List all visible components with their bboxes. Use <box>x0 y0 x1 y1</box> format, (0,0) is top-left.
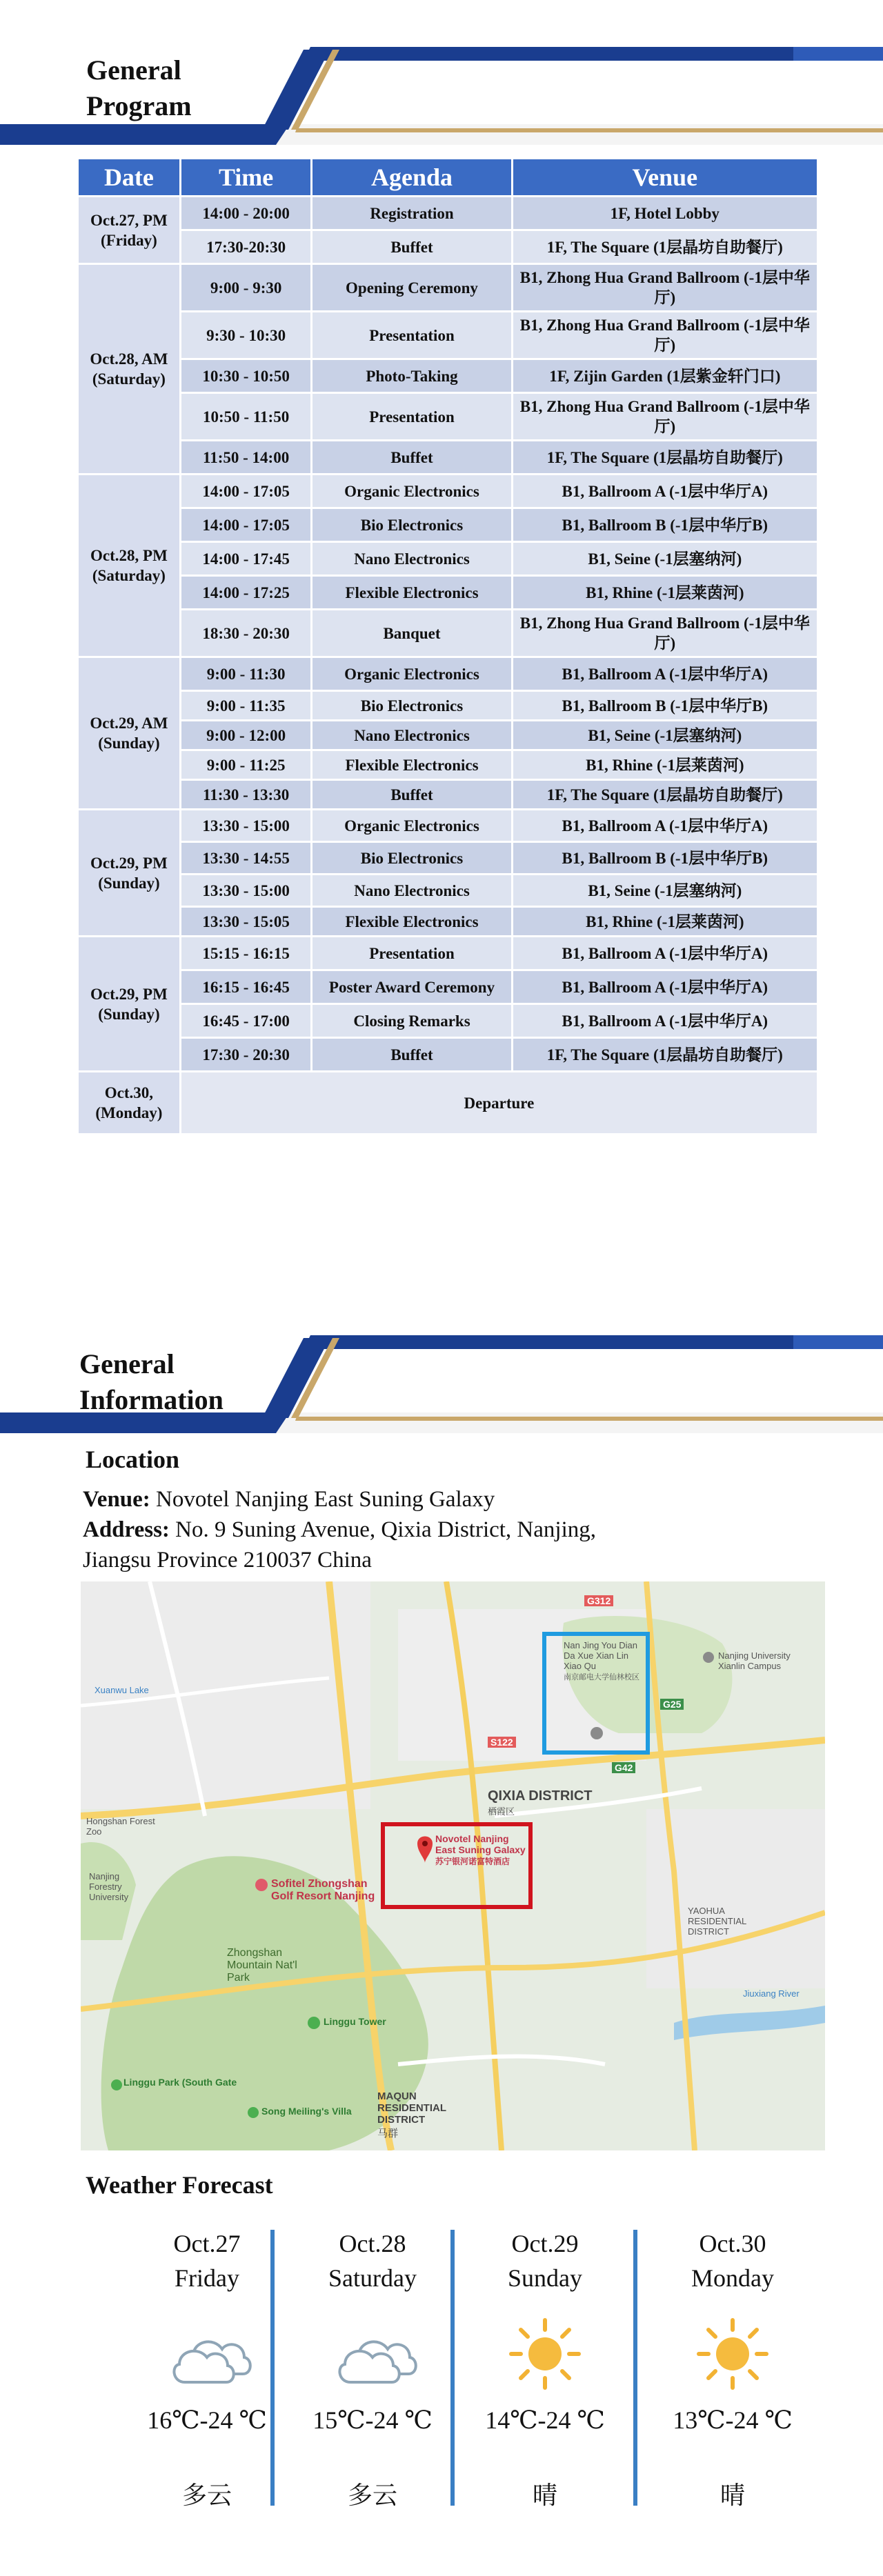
time-cell: 16:15 - 16:45 <box>181 971 311 1003</box>
time-cell: 13:30 - 14:55 <box>181 843 311 873</box>
venue-cell: B1, Rhine (-1层莱茵河) <box>513 751 817 779</box>
map-label-hotel: Novotel Nanjing East Suning Galaxy 苏宁银河诺富特酒店 <box>435 1833 526 1866</box>
map-label-zoo: Hongshan Forest Zoo <box>86 1816 155 1837</box>
map-label-linggu-tower: Linggu Tower <box>324 2016 386 2027</box>
header-agenda: Agenda <box>312 159 510 195</box>
venue-cell: B1, Seine (-1层塞纳河) <box>513 875 817 906</box>
address-value: No. 9 Suning Avenue, Qixia District, Nanjing, <box>175 1517 596 1542</box>
road-badge-g312: G312 <box>584 1595 613 1606</box>
program-table <box>77 157 819 1135</box>
weather-temp: 13℃-24 ℃ <box>673 2406 793 2434</box>
table-header-row <box>79 159 817 195</box>
weather-condition: 晴 <box>720 2482 745 2510</box>
map-label-maqun: MAQUN RESIDENTIAL DISTRICT 马群 <box>377 2090 446 2139</box>
table-row <box>79 751 817 779</box>
venue-line <box>83 1485 495 1514</box>
time-cell: 9:00 - 9:30 <box>181 265 311 310</box>
map-label-qixia: QIXIA DISTRICT 栖霞区 <box>488 1788 593 1817</box>
time-cell: 11:50 - 14:00 <box>181 441 311 473</box>
venue-cell: 1F, The Square (1层晶坊自助餐厅) <box>513 1039 817 1070</box>
departure-cell: Departure <box>181 1072 817 1133</box>
location-heading: Location <box>86 1446 180 1473</box>
table-row <box>79 197 817 229</box>
road-badge-s122: S122 <box>488 1737 516 1748</box>
time-cell: 9:00 - 11:30 <box>181 658 311 690</box>
weather-date: Oct.28 <box>339 2230 406 2257</box>
venue-cell: B1, Ballroom B (-1层中华厅B) <box>513 843 817 873</box>
table-row <box>79 1005 817 1037</box>
time-cell: 13:30 - 15:05 <box>181 908 311 935</box>
time-cell: 11:30 - 13:30 <box>181 781 311 808</box>
agenda-cell: Organic Electronics <box>312 658 510 690</box>
departure-row <box>79 1072 817 1133</box>
venue-cell: B1, Zhong Hua Grand Ballroom (-1层中华厅) <box>513 610 817 656</box>
linggu-park-pin-icon[interactable] <box>111 2079 122 2090</box>
weather-day <box>283 2226 462 2511</box>
agenda-cell: Nano Electronics <box>312 543 510 575</box>
agenda-cell: Presentation <box>312 937 510 969</box>
agenda-cell: Bio Electronics <box>312 509 510 541</box>
sun-icon <box>643 2316 822 2392</box>
map-label-jiuxiang: Jiuxiang River <box>743 1988 800 1999</box>
agenda-cell: Organic Electronics <box>312 810 510 841</box>
date-cell: Oct.28, PM (Saturday) <box>79 475 179 656</box>
venue-label: Venue: <box>83 1487 150 1512</box>
table-row <box>79 265 817 310</box>
table-row <box>79 810 817 841</box>
agenda-cell: Organic Electronics <box>312 475 510 507</box>
agenda-cell: Photo-Taking <box>312 360 510 392</box>
weather-condition: 晴 <box>532 2482 557 2510</box>
time-cell: 9:00 - 12:00 <box>181 721 311 749</box>
venue-cell: B1, Seine (-1层塞纳河) <box>513 721 817 749</box>
weather-weekday: Friday <box>175 2264 239 2292</box>
table-row <box>79 692 817 719</box>
map-label-forestry: Nanjing Forestry University <box>89 1871 129 1902</box>
venue-cell: B1, Zhong Hua Grand Ballroom (-1层中华厅) <box>513 265 817 310</box>
venue-cell: B1, Ballroom A (-1层中华厅A) <box>513 1005 817 1037</box>
weather-condition: 多云 <box>347 2482 397 2510</box>
location-map[interactable] <box>81 1581 825 2150</box>
table-row <box>79 971 817 1003</box>
weather-date: Oct.27 <box>173 2230 241 2257</box>
date-cell: Oct.30, (Monday) <box>79 1072 179 1133</box>
venue-cell: B1, Zhong Hua Grand Ballroom (-1层中华厅) <box>513 394 817 439</box>
table-row <box>79 937 817 969</box>
time-cell: 14:00 - 20:00 <box>181 197 311 229</box>
venue-cell: B1, Ballroom A (-1层中华厅A) <box>513 810 817 841</box>
table-row <box>79 908 817 935</box>
table-row <box>79 394 817 439</box>
venue-cell: B1, Ballroom B (-1层中华厅B) <box>513 692 817 719</box>
table-row <box>79 543 817 575</box>
road-badge-g25: G25 <box>660 1699 684 1710</box>
time-cell: 13:30 - 15:00 <box>181 810 311 841</box>
agenda-cell: Flexible Electronics <box>312 908 510 935</box>
weather-day <box>455 2226 635 2511</box>
info-title: General Information <box>79 1348 224 1415</box>
agenda-cell: Presentation <box>312 394 510 439</box>
map-label-station: Nan Jing You Dian Da Xue Xian Lin Xiao Qu 南京邮电大学仙林校区 <box>564 1640 639 1681</box>
address-line <box>83 1515 596 1544</box>
table-row <box>79 1039 817 1070</box>
date-cell: Oct.28, AM (Saturday) <box>79 265 179 473</box>
table-row <box>79 875 817 906</box>
map-label-university: Nanjing University Xianlin Campus <box>718 1650 791 1671</box>
agenda-cell: Nano Electronics <box>312 721 510 749</box>
program-banner <box>0 41 883 145</box>
venue-cell: B1, Rhine (-1层莱茵河) <box>513 577 817 608</box>
weather-date: Oct.29 <box>511 2230 579 2257</box>
cloud-icon <box>283 2316 462 2392</box>
agenda-cell: Bio Electronics <box>312 843 510 873</box>
agenda-cell: Presentation <box>312 312 510 358</box>
venue-cell: B1, Ballroom A (-1层中华厅A) <box>513 971 817 1003</box>
header-time: Time <box>181 159 311 195</box>
weather-day <box>117 2226 297 2511</box>
road-badge-g42: G42 <box>612 1762 635 1773</box>
time-cell: 17:30 - 20:30 <box>181 1039 311 1070</box>
agenda-cell: Buffet <box>312 1039 510 1070</box>
table-row <box>79 843 817 873</box>
address-label: Address: <box>83 1517 170 1542</box>
table-row <box>79 577 817 608</box>
agenda-cell: Buffet <box>312 441 510 473</box>
venue-cell: B1, Ballroom A (-1层中华厅A) <box>513 475 817 507</box>
time-cell: 15:15 - 16:15 <box>181 937 311 969</box>
time-cell: 14:00 - 17:05 <box>181 475 311 507</box>
agenda-cell: Banquet <box>312 610 510 656</box>
venue-cell: 1F, Hotel Lobby <box>513 197 817 229</box>
time-cell: 14:00 - 17:05 <box>181 509 311 541</box>
venue-cell: 1F, The Square (1层晶坊自助餐厅) <box>513 231 817 263</box>
header-date: Date <box>79 159 179 195</box>
sun-icon <box>455 2316 635 2392</box>
date-cell: Oct.27, PM (Friday) <box>79 197 179 263</box>
venue-cell: B1, Zhong Hua Grand Ballroom (-1层中华厅) <box>513 312 817 358</box>
info-banner <box>0 1330 883 1433</box>
time-cell: 17:30-20:30 <box>181 231 311 263</box>
time-cell: 14:00 - 17:25 <box>181 577 311 608</box>
time-cell: 10:50 - 11:50 <box>181 394 311 439</box>
map-label-sofitel: Sofitel Zhongshan Golf Resort Nanjing <box>271 1878 375 1902</box>
map-label-linggu-park: Linggu Park (South Gate <box>123 2077 237 2088</box>
songmeiling-pin-icon[interactable] <box>248 2107 259 2118</box>
table-row <box>79 360 817 392</box>
venue-cell: B1, Ballroom A (-1层中华厅A) <box>513 937 817 969</box>
venue-cell: B1, Rhine (-1层莱茵河) <box>513 908 817 935</box>
table-row <box>79 721 817 749</box>
time-cell: 9:00 - 11:25 <box>181 751 311 779</box>
linggu-tower-pin-icon[interactable] <box>308 2017 320 2029</box>
program-title: General Program <box>86 54 192 121</box>
time-cell: 14:00 - 17:45 <box>181 543 311 575</box>
time-cell: 9:30 - 10:30 <box>181 312 311 358</box>
time-cell: 9:00 - 11:35 <box>181 692 311 719</box>
agenda-cell: Buffet <box>312 781 510 808</box>
weather-weekday: Saturday <box>328 2264 417 2292</box>
map-label-songmeiling: Song Meiling's Villa <box>261 2106 352 2117</box>
agenda-cell: Poster Award Ceremony <box>312 971 510 1003</box>
agenda-cell: Flexible Electronics <box>312 577 510 608</box>
venue-cell: B1, Seine (-1层塞纳河) <box>513 543 817 575</box>
sofitel-pin-icon[interactable] <box>255 1879 268 1891</box>
agenda-cell: Flexible Electronics <box>312 751 510 779</box>
agenda-cell: Opening Ceremony <box>312 265 510 310</box>
venue-cell: 1F, The Square (1层晶坊自助餐厅) <box>513 441 817 473</box>
header-venue: Venue <box>513 159 817 195</box>
date-cell: Oct.29, PM (Sunday) <box>79 937 179 1070</box>
table-row <box>79 441 817 473</box>
table-row <box>79 781 817 808</box>
weather-temp: 15℃-24 ℃ <box>312 2406 433 2434</box>
table-row <box>79 509 817 541</box>
table-row <box>79 610 817 656</box>
venue-cell: B1, Ballroom B (-1层中华厅B) <box>513 509 817 541</box>
weather-weekday: Monday <box>691 2264 774 2292</box>
venue-value: Novotel Nanjing East Suning Galaxy <box>156 1487 495 1512</box>
weather-temp: 16℃-24 ℃ <box>147 2406 267 2434</box>
weather-date: Oct.30 <box>699 2230 766 2257</box>
weather-weekday: Sunday <box>508 2264 582 2292</box>
table-row <box>79 475 817 507</box>
time-cell: 13:30 - 15:00 <box>181 875 311 906</box>
weather-condition: 多云 <box>181 2482 232 2510</box>
table-row <box>79 231 817 263</box>
time-cell: 16:45 - 17:00 <box>181 1005 311 1037</box>
time-cell: 18:30 - 20:30 <box>181 610 311 656</box>
map-label-lake: Xuanwu Lake <box>95 1685 149 1695</box>
agenda-cell: Closing Remarks <box>312 1005 510 1037</box>
address-line-2: Jiangsu Province 210037 China <box>83 1548 372 1572</box>
agenda-cell: Registration <box>312 197 510 229</box>
venue-cell: 1F, Zijin Garden (1层紫金轩门口) <box>513 360 817 392</box>
venue-cell: 1F, The Square (1层晶坊自助餐厅) <box>513 781 817 808</box>
university-pin-icon[interactable] <box>703 1652 714 1663</box>
weather-temp: 14℃-24 ℃ <box>485 2406 605 2434</box>
table-row <box>79 312 817 358</box>
date-cell: Oct.29, AM (Sunday) <box>79 658 179 808</box>
map-label-yaohua: YAOHUA RESIDENTIAL DISTRICT <box>688 1906 746 1937</box>
agenda-cell: Nano Electronics <box>312 875 510 906</box>
weather-day <box>643 2226 822 2511</box>
agenda-cell: Bio Electronics <box>312 692 510 719</box>
cloud-icon <box>117 2316 297 2392</box>
agenda-cell: Buffet <box>312 231 510 263</box>
time-cell: 10:30 - 10:50 <box>181 360 311 392</box>
weather-heading: Weather Forecast <box>86 2171 273 2199</box>
venue-cell: B1, Ballroom A (-1层中华厅A) <box>513 658 817 690</box>
table-row <box>79 658 817 690</box>
date-cell: Oct.29, PM (Sunday) <box>79 810 179 935</box>
map-label-mountain: Zhongshan Mountain Nat'l Park <box>227 1947 297 1984</box>
